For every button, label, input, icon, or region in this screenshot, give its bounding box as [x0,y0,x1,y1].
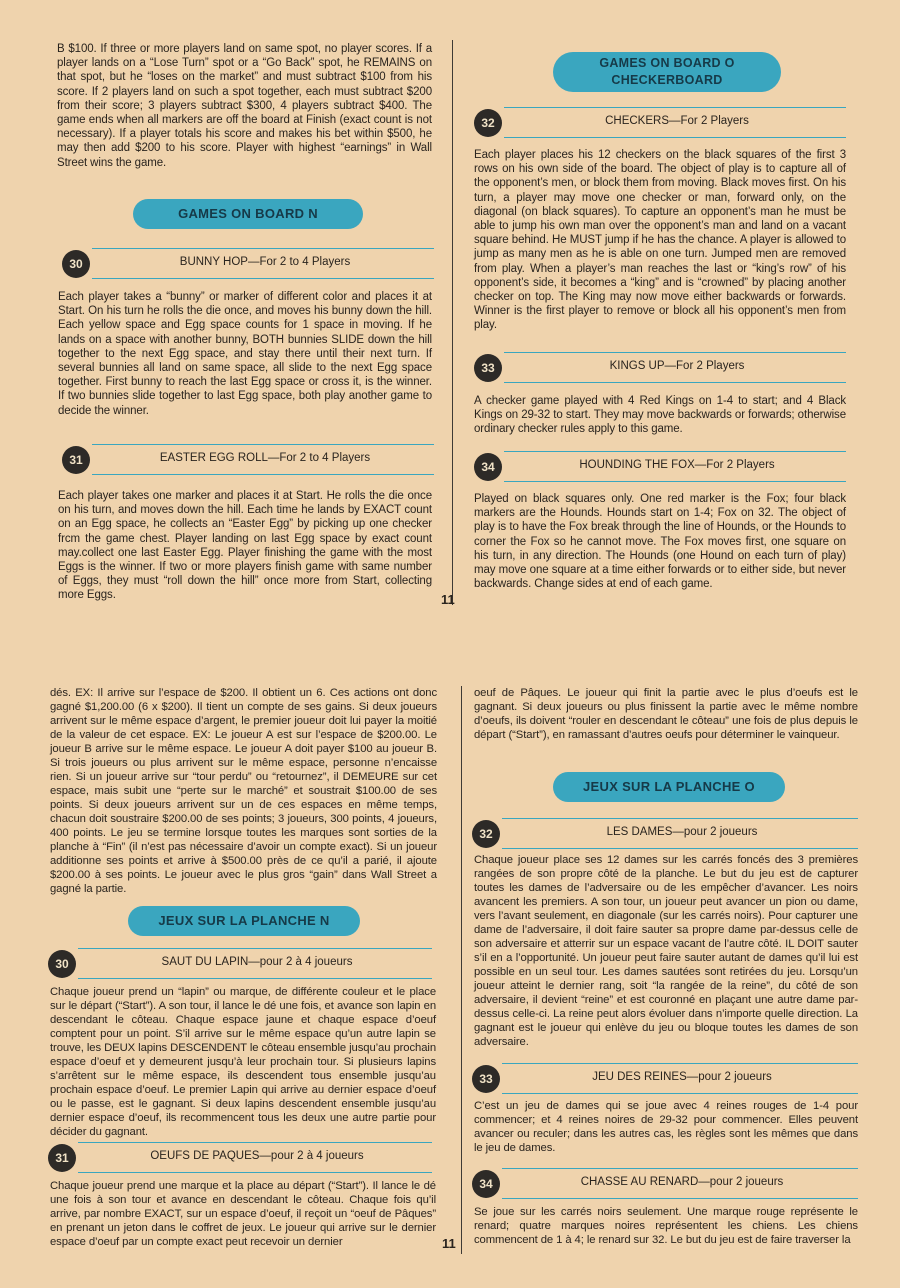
banner-jeux-planche-o: JEUX SUR LA PLANCHE O [553,772,785,802]
wall-street-rules-end: B $100. If three or more players land on same spot, no player scores. If a player lands on a “Lose Turn” spot or a “Go Back” spot, he REMAINS on that spot, but he “loses on the market” and must subtract $100 from his score. If 2 players land on such a spot together, each must subtract $200 from their score; 3 players subtract $300, 4 players subtract $400. The game ends when all markers are off the board at Finish (exact count is not necessary). If a player totals his score and makes his bet within $500, he may then add $200 to his score. Player with highest “earnings” in Wall Street wins the game. [57,43,432,169]
game-number-badge: 31 [62,446,90,474]
game-number-badge: 33 [474,354,502,382]
jeu-33-body [474,1099,858,1155]
header-rule [504,352,846,353]
header-rule [92,444,434,445]
banner-jeux-planche-n: JEUX SUR LA PLANCHE N [128,906,360,936]
game-number-badge: 33 [472,1065,500,1093]
header-rule [502,848,858,849]
jeu-31-header [48,1142,432,1178]
game-30-body [58,290,432,418]
bottom-left-column [50,686,437,896]
game-rules-text: Each player takes one marker and places it at Start. He rolls the die once on his turn, and moves down the hill. Each time he lands by EXACT count on an Egg space, he collects an “Easter Egg” by picking up one checker frcm the game chest. Player landing on last Egg space by exact count may.collect one last Easter Egg. Player finishing the game with the most Eggs is the winner. If two or more players finish game with same number of Eggs, they must “roll down the hill” once more from Start, collecting more Eggs. [58,490,432,602]
column-divider-bottom [461,686,462,1254]
banner-games-on-board-n: GAMES ON BOARD N [133,199,363,229]
page-number-top: 11 [441,592,455,607]
jeu-30-header [48,948,432,984]
game-30-header [62,248,434,284]
jeu-34-header [472,1168,858,1204]
jeu-32-header [472,818,858,854]
header-rule [78,978,432,979]
game-33-header [474,352,846,388]
game-number-badge: 31 [48,1144,76,1172]
header-rule [502,818,858,819]
game-title: EASTER EGG ROLL—For 2 to 4 Players [159,452,371,464]
game-number-badge: 34 [474,453,502,481]
game-title: KINGS UP—For 2 Players [609,360,745,372]
game-31-header [62,444,434,480]
top-left-column [57,42,432,170]
header-rule [502,1168,858,1169]
game-rules-text: Chaque joueur place ses 12 dames sur les carrés foncés des 3 premières rangées de son propre côté de la planche. Le but du jeu est de capturer toutes les dames de l’adversaire ou de les empêcher d’avancer. Les noirs avancent les premiers. A son tour, un joueur peut avancer un pion ou dame, vers l’avant seulement, en diagonale (sur les carrés noirs). Pour capturer une dame de l’adversaire, il doit faire sauter sa propre dame par-dessus celle de son adversaire et atterrir sur un espace vacant de l’autre côté. IL DOIT sauter s’il en a l’opportunité. Un joueur peut faire sauter autant de dames qu’il lui est possible en un seul tour. Les dames sautées sont retirées du jeu. Lorsqu’un joueur atteint le dernier rang, soit “la rangée de la reine”, du côté de son adversaire, il devient “reine” et est couronné en plaçant une autre dame par-dessus celle-ci. La reine peut alors évoluer dans n’importe quelle direction. La gagnant est le joueur qui enlève du jeu ou bloque toutes les dames de son adversaire. [474,854,858,1048]
header-rule [78,948,432,949]
header-rule [78,1142,432,1143]
game-34-body [474,492,846,591]
game-34-header [474,451,846,487]
header-rule [504,107,846,108]
header-rule [504,451,846,452]
game-title: LES DAMES—pour 2 joueurs [606,826,758,838]
bottom-right-column [474,686,858,742]
column-divider-top [452,40,453,605]
game-number-badge: 30 [62,250,90,278]
game-title: HOUNDING THE FOX—For 2 Players [579,459,775,471]
game-rules-text: Chaque joueur prend un “lapin” ou marque, de différente couleur et le place sur le départ (“Start”). A son tour, il lance le dé une fois, et avance son lapin en descendant le côteau. Chaque espace jaune et chaque espace d’oeuf comptent pour un point. S’il arrive sur le même espace qu’un autre lapin se trouve, les DEUX lapins DESCENDENT le côteau ensemble jusqu’au prochain espace d’oeuf et y demeurent jusqu’à leur prochain tour. Si plusieurs lapins s’arrêtent sur le même espace, ils descendent tous ensemble jusqu’au prochain espace d’oeuf. Le premier Lapin qui arrive au dernier espace d’oeuf ou le passe, est le gagnant. Si deux lapins descendent ensemble jusqu’au dernier espace d’oeuf, ils recommencent tous les deux une autre partie pour décider du gagnant. [50,986,436,1138]
game-rules-text: Played on black squares only. One red marker is the Fox; four black markers are the Hounds. Hounds start on 1-4; Fox on 32. The object of play is to have the Fox break through the line of Hounds, or the Hounds to corner the Fox so he cannot move. The Fox moves first, one square on his turn, in any direction. The Hounds (one Hound on each turn of play) may move one square at a time either forwards or to either side, but never backwards. Change sides at end of each game. [474,493,846,591]
jeu-33-header [472,1063,858,1099]
game-title: OEUFS DE PAQUES—pour 2 à 4 joueurs [150,1150,364,1162]
game-rules-text: Chaque joueur prend une marque et la place au départ (“Start”). Il lance le dé une fois à son tour et avance en descendant le côteau. Chaque fois qu’il arrive, par nombre EXACT, sur un espace d’oeuf, il reçoit un “oeuf de Pâques” en prenant un jeton dans le coffret de jeux. Le joueur qui arrive sur le dernier espace d’oeuf par un compte exact peut recevoir un dernier [50,1180,436,1248]
game-31-body [58,489,432,603]
game-title: SAUT DU LAPIN—pour 2 à 4 joueurs [161,956,353,968]
game-number-badge: 32 [472,820,500,848]
game-rules-text: Each player places his 12 checkers on the black squares of the first 3 rows on his own side of the board. The object of play is to capture all of the opponent’s men, or block them from moving. Black moves first. On his turn, a player may move one checker or man, forward only, on the diagonal (on black squares). To capture an opponent’s man he must be able to jump his own man over the opponent’s man and land on a vacant square behind. He MUST jump if he has the chance. A player is allowed to jump as many men as he is able on one turn. Jumped men are removed from play. When a player’s man reaches the last or “king’s row” of his opponent’s side, it becomes a “king” and is “crowned” by placing another checker on top. The King may now move either backwards or forwards. Winner is the first player to remove or block all his opponent’s men from play. [474,149,846,332]
header-rule [502,1198,858,1199]
oeufs-de-paques-end: oeuf de Pâques. Le joueur qui finit la partie avec le plus d’oeufs est le gagnant. Si deux joueurs ou plus finissent la partie avec le même nombre d’oeufs, ils doivent “rouler en descendant le côteau” une fois de plus depuis le départ (“Start”), en ramassant d’autres oeufs pour déterminer le vainqueur. [474,687,858,741]
game-32-header [474,107,846,143]
game-number-badge: 32 [474,109,502,137]
game-rules-text: A checker game played with 4 Red Kings on 1-4 to start; and 4 Black Kings on 29-32 to start. They may move backwards or forwards; otherwise ordinary checker rules apply to this game. [474,395,846,436]
header-rule [504,382,846,383]
game-rules-text: C’est un jeu de dames qui se joue avec 4 reines rouges de 1-4 pour commencer; et 4 reines noires de 29-32 pour commencer. Elles peuvent avancer ou reculer; dans les autres cas, les règles sont les mêmes que dans le jeu de dames. [474,1100,858,1154]
game-title: BUNNY HOP—For 2 to 4 Players [179,256,351,268]
header-rule [92,248,434,249]
header-rule [502,1063,858,1064]
banner-line-2: CHECKERBOARD [611,73,723,87]
game-rules-text: Se joue sur les carrés noirs seulement. Une marque rouge représente le renard; quatre marques noires représentent les chiens. Les chiens commencent de 1 à 4; le renard sur 32. Le but du jeu est de faire traverser la [474,1206,858,1246]
wall-street-rules-end-fr: dés. EX: Il arrive sur l’espace de $200. Il obtient un 6. Ces actions ont donc gagné $1,200.00 (6 x $200). Il tient un compte de ses gains. Si deux joueurs arrivent sur le même espace d’argent, le premier joueur doit lui payer la moitié de la valeur de cet espace. EX: Le joueur A est sur l’espace de $200.00. Le joueur B arrive sur le même espace. Le joueur A doit payer $100 au joueur B. Si trois joueurs ou plus arrivent sur le même espace, personne n’encaisse rien. Si un joueur arrive sur “tour perdu” ou “retournez”, il DEMEURE sur cet espace, mais subit une “perte sur le marché” et soustrait $100.00 de ses points. Si deux joueurs arrivent sur un de ces espaces en même temps, chacun doit soustraire $200.00 de ses points; 3 joueurs, 300 points, 4 joueurs, 400 points. Le jeu se termine lorsque toutes les marques sont sorties de la planche à “Fin” (il n’est pas nécessaire d’avoir un compte exact). Si un joueur additionne ses points et arrive à $500.00 près de ce qu’il a parié, il ajoute $200.00 à ses points. Le joueur avec le plus gros “gain” dans Wall Street a gagné la partie. [50,687,437,895]
page-number-bottom: 11 [442,1236,456,1251]
game-title: CHECKERS—For 2 Players [605,115,749,127]
game-title: JEU DES REINES—pour 2 joueurs [592,1071,772,1083]
jeu-31-body [50,1179,436,1249]
game-rules-text: Each player takes a “bunny” or marker of different color and places it at Start. On his turn he rolls the die once, and moves his bunny down the hill. Each yellow space and Egg space counts for 1 space in moving. If he lands on a space with another bunny, BOTH bunnies SLIDE down the hill together to the next Egg space, and stay there until their next turn. If several bunnies all land on same space, all slide to the next Egg space together. First bunny to reach the last Egg space or cross it, is the winner. If two bunnies slide together to last Egg space, both play another game to decide the winner. [58,291,432,417]
banner-line-1: GAMES ON BOARD O [599,56,735,70]
header-rule [78,1172,432,1173]
header-rule [92,278,434,279]
header-rule [504,481,846,482]
jeu-30-body [50,985,436,1139]
jeu-32-body [474,853,858,1049]
game-title: CHASSE AU RENARD—pour 2 joueurs [580,1176,784,1188]
game-number-badge: 30 [48,950,76,978]
jeu-34-body [474,1205,858,1247]
header-rule [502,1093,858,1094]
banner-games-on-board-o [553,52,781,92]
header-rule [92,474,434,475]
game-32-body [474,148,846,333]
header-rule [504,137,846,138]
game-33-body [474,394,846,437]
game-number-badge: 34 [472,1170,500,1198]
